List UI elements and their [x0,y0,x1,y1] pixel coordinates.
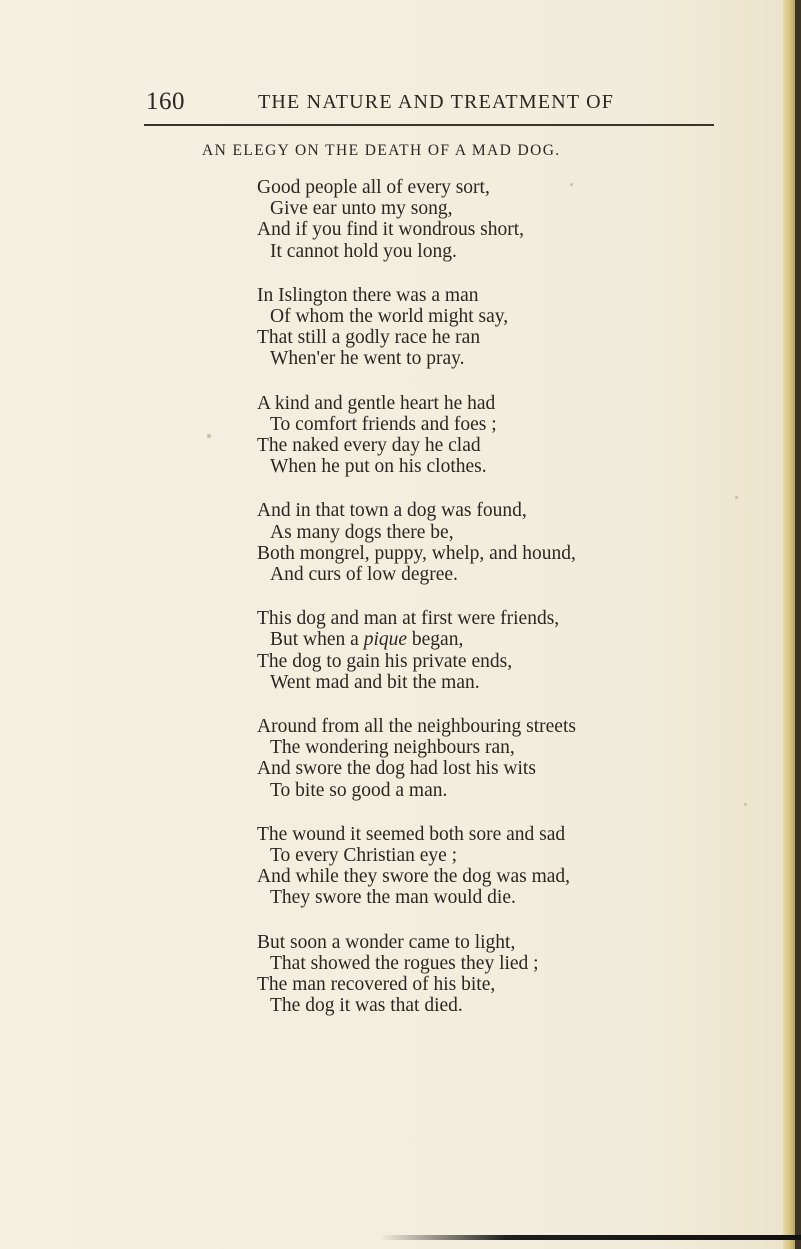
poem-stanza [257,608,717,693]
poem-line: The dog it was that died. [270,995,463,1017]
poem-line: But soon a wonder came to light, [257,931,516,953]
poem-line: And curs of low degree. [270,564,458,586]
poem-line: That showed the rogues they lied ; [270,952,539,974]
page-gutter [795,0,801,1249]
poem-line: The wound it seemed both sore and sad [257,823,566,845]
poem-stanza [257,716,717,801]
running-head: THE NATURE AND TREATMENT OF [258,91,615,113]
poem-line: And if you find it wondrous short, [257,219,525,241]
poem-line: Went mad and bit the man. [270,671,480,693]
poem-line: In Islington there was a man [257,284,479,306]
poem-stanza [257,177,717,262]
poem-stanza [257,393,717,478]
poem-line: The man recovered of his bite, [257,974,496,996]
poem-line: When he put on his clothes. [270,456,487,478]
poem-line: Good people all of every sort, [257,177,490,198]
poem-line: To comfort friends and foes ; [270,413,497,435]
poem-stanza [257,500,717,585]
poem-line: To bite so good a man. [270,779,448,801]
poem-line: When'er he went to pray. [270,348,465,370]
poem-line: Both mongrel, puppy, whelp, and hound, [257,542,576,564]
poem-line: Around from all the neighbouring streets [257,716,576,738]
poem-line: They swore the man would die. [270,887,516,909]
header-rule [144,124,714,126]
poem-stanza [257,824,717,909]
poem-line: To every Christian eye ; [270,845,458,867]
poem-line: The dog to gain his private ends, [257,650,513,672]
poem-stanza [257,285,717,370]
poem-line: This dog and man at first were friends, [257,608,560,630]
poem-title: AN ELEGY ON THE DEATH OF A MAD DOG. [202,142,561,159]
poem-body [257,177,717,1040]
paper-speck [735,496,738,499]
poem-line: As many dogs there be, [270,521,454,543]
poem-line: But when a pique began, [270,629,464,651]
paper-speck [207,434,211,438]
poem-line: That still a godly race he ran [257,327,481,349]
poem-line: And while they swore the dog was mad, [257,866,571,888]
bottom-edge-rule [380,1235,801,1240]
poem-stanza [257,932,717,1017]
poem-line: It cannot hold you long. [270,240,457,262]
poem-line: A kind and gentle heart he had [257,392,496,414]
poem-line: And swore the dog had lost his wits [257,758,536,780]
poem-line: The naked every day he clad [257,435,481,457]
italic-word: pique [363,629,408,651]
poem-line: The wondering neighbours ran, [270,737,515,759]
poem-line: And in that town a dog was found, [257,500,527,522]
poem-line: Give ear unto my song, [270,198,453,220]
paper-speck [744,803,747,806]
page-number: 160 [146,88,185,115]
poem-line: Of whom the world might say, [270,306,509,328]
